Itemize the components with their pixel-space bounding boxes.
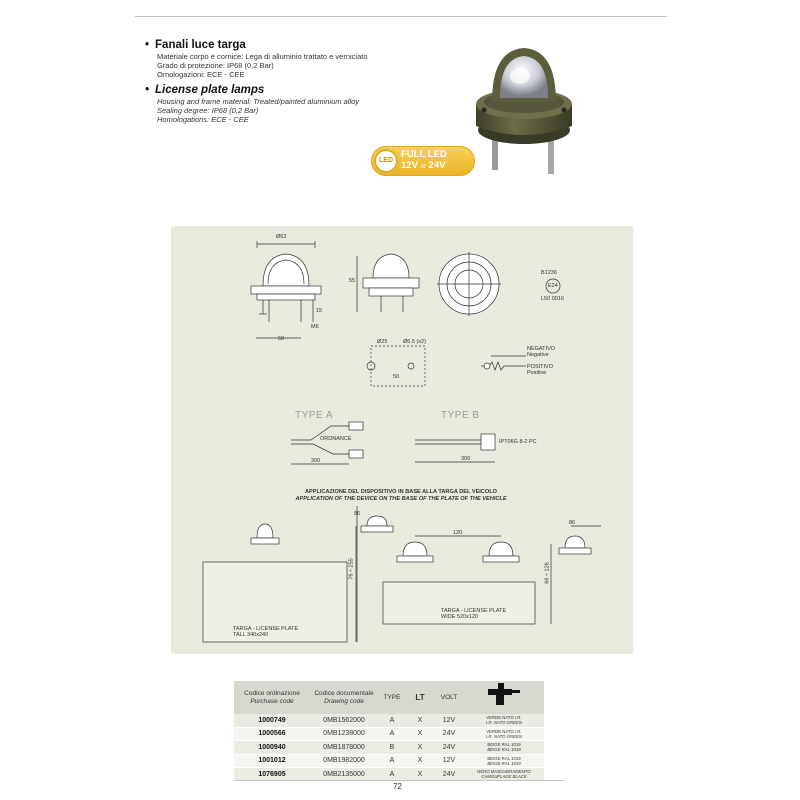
plate-wide-title: TARGA - LICENSE PLATE [441,608,507,614]
order-codes-table [234,681,544,782]
wire-positive-en: Positive [527,370,547,376]
header-drawing-code: Codice documentale Drawing code [310,681,378,714]
spec-line: Homologations: ECE - CEE [157,115,249,125]
top-rule [135,16,667,17]
table-row: 1000940 0MB1878000 B X 24V BEIGE RAL 1019 BEIGE RAL 1019 [234,741,544,755]
ordnance-label: ORDNANCE [320,436,352,442]
dim-label: Ø62 [276,234,287,240]
italian-spec-block [145,39,368,80]
dim-label: 76 ÷ 255 [348,558,355,580]
led-line1: FULL LED [401,149,447,160]
plate-tall-title: TARGA - LICENSE PLATE [233,626,299,632]
led-volt-b: 24V [428,160,446,171]
dim-label: 15 [316,308,323,314]
english-title: • License plate lamps [145,84,359,96]
spec-line: Omologazioni: ECE - CEE [157,70,245,80]
header-volt: VOLT [434,681,464,714]
table-row: 1076905 0MB2135000 A X 24V NERO MASCHERAMENTO CAMOUFLAGE BLACK [234,768,544,782]
dim-label: Ø6.5 (x2) [403,339,426,345]
led-volt-a: 12V [401,160,418,171]
homologation-ref: L50 0016 [541,296,564,302]
page-number: 72 [393,782,402,791]
application-title-it: APPLICAZIONE DEL DISPOSITIVO IN BASE ALLA TARGA DEL VEICOLO [304,489,498,495]
cable-length-a: 300 [311,458,321,464]
spec-line: Grado di protezione: IP68 (0,2 Bar) [157,61,274,71]
english-spec-block [145,84,359,125]
dim-label: 86 [569,520,576,526]
footer-rule [234,780,564,781]
dim-label: Ø25 [377,339,388,345]
type-a-label: TYPE A [295,410,334,421]
connector-label: IPT06G 8-2 PC [499,439,537,445]
cable-length-b: 300 [461,456,471,462]
type-b-label: TYPE B [441,410,480,421]
header-type: TYPE [378,681,406,714]
wire-positive-it: POSITIVO [527,364,553,370]
wire-negative-en: Negative [527,352,549,358]
table-row: 1001012 0MB1982000 A X 12V BEIGE RAL 1019 BEIGE RAL 1019 [234,754,544,768]
technical-drawing [171,226,633,654]
header-paint-icon [464,681,544,714]
led-badge-text [401,149,447,173]
dim-label: 86 [354,511,361,517]
led-or: or [420,164,426,170]
homologation-code: B1236 [541,270,557,276]
spec-line: Materiale corpo e cornice: Lega di alluminio trattato e verniciato [157,52,368,61]
table-row: 1000566 0MB1238000 A X 24V VERDE NATO I.R. I.R. NATO GREEN [234,727,544,741]
dim-label: 120 [453,530,463,536]
spec-line: Housing and frame material: Treated/painted aluminium alloy [157,97,360,106]
dim-label: M6 [311,324,319,330]
led-icon: LED [374,149,398,173]
table-row: 1000749 0MB1562000 A X 12V VERDE NATO I.R. I.R. NATO GREEN [234,714,544,727]
plate-wide-size: WIDE 520x120 [441,614,478,620]
lamp-product-photo [462,22,590,182]
homologation-mark: E24 [548,283,558,289]
plate-tall-size: TALL 340x240 [233,632,269,638]
spec-line: Sealing degree: IP68 (0,2 Bar) [157,106,259,116]
spray-gun-icon [484,683,524,709]
drawing-lines [171,226,633,654]
italian-title: • Fanali luce targa [145,39,368,51]
application-title-en: APPLICATION OF THE DEVICE ON THE BASE OF THE PLATE OF THE VEHICLE [295,496,507,502]
dim-label: 50 [278,336,285,342]
header-purchase-code: Codice ordinazione Purchase code [234,681,310,714]
header-lt: LT [406,681,434,714]
dim-label: 50 [393,374,400,380]
wire-negative-it: NEGATIVO [527,346,556,352]
dim-label: 66 ÷ 126 [544,562,551,584]
dim-label: 55 [349,278,356,284]
